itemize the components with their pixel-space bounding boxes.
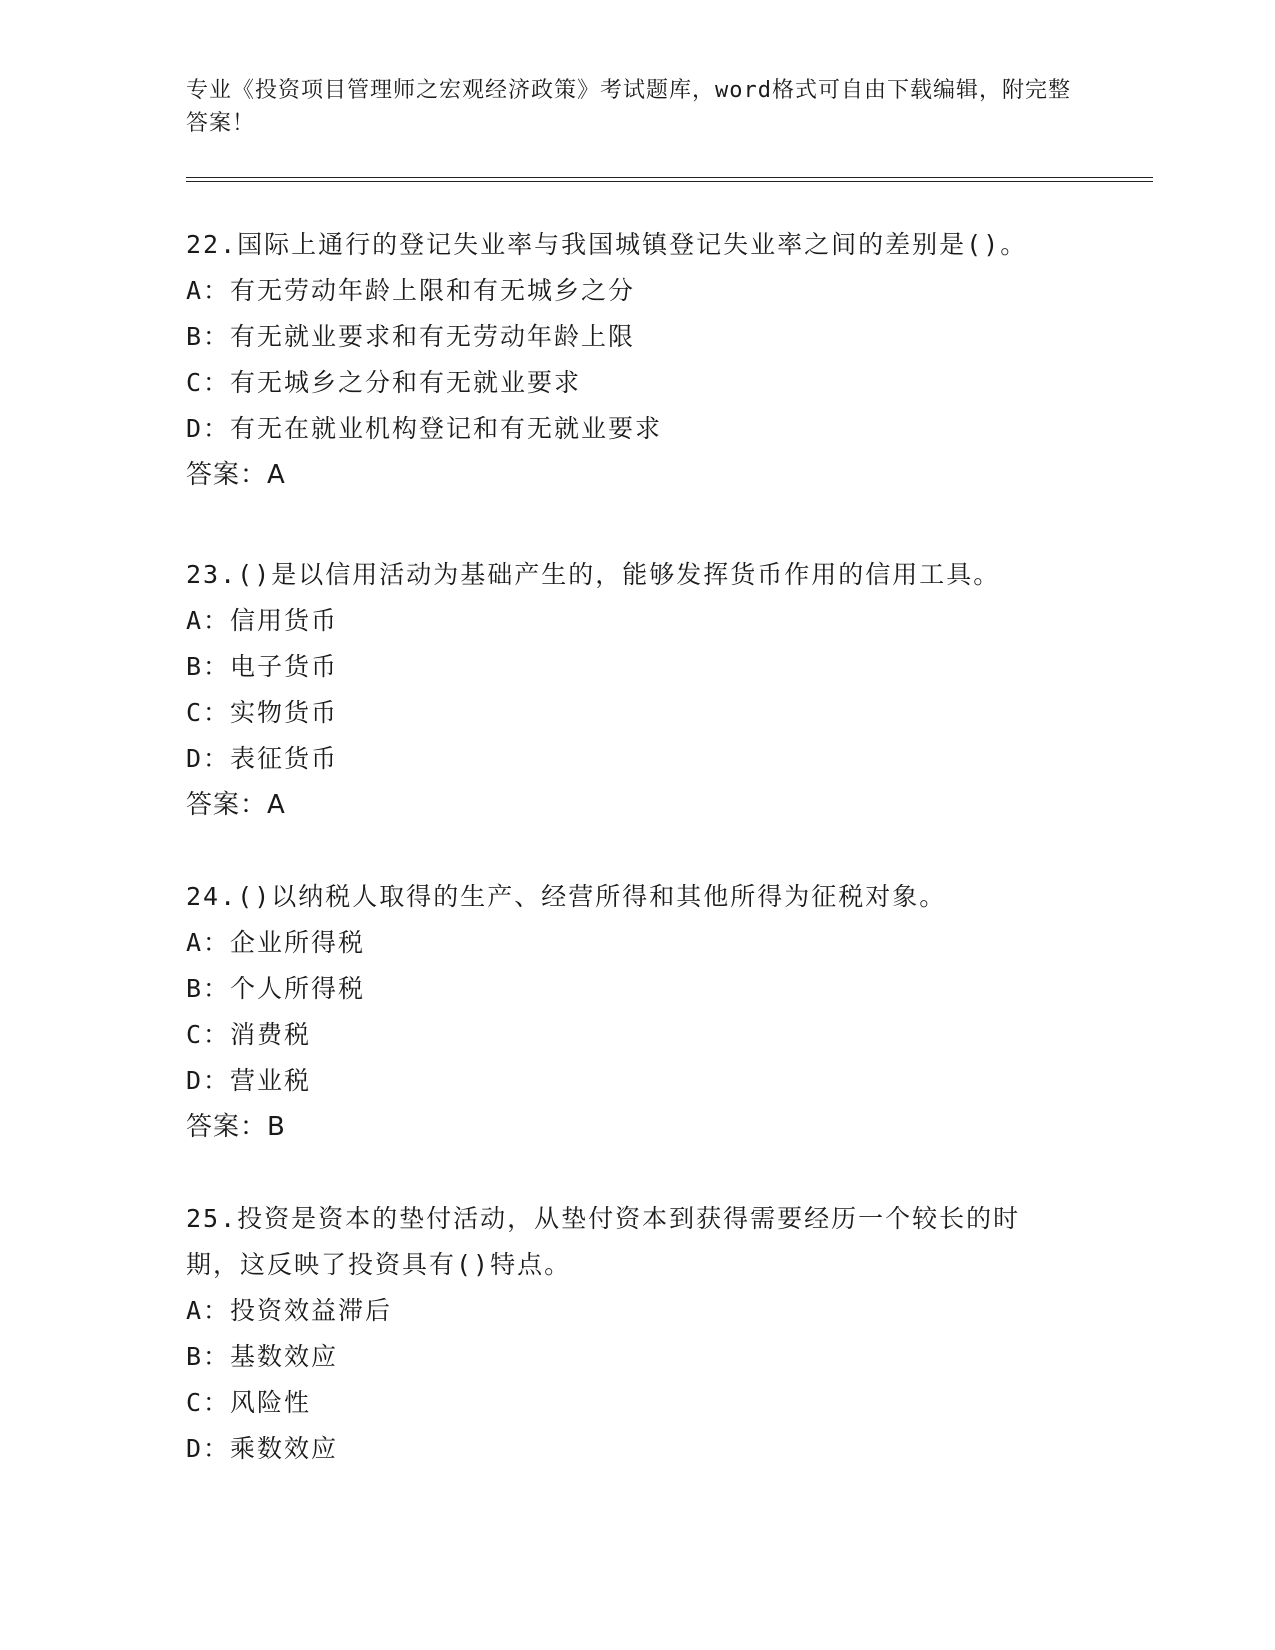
option-d: D：乘数效应 [186, 1434, 339, 1463]
option-a: A：投资效益滞后 [186, 1296, 393, 1325]
question-25 [186, 1196, 1066, 1472]
answer: 答案：A [186, 460, 286, 490]
option-c: C：有无城乡之分和有无就业要求 [186, 368, 582, 397]
option-c: C：实物货币 [186, 698, 339, 727]
question-stem: 23.()是以信用活动为基础产生的，能够发挥货币作用的信用工具。 [186, 560, 1001, 589]
option-d: D：营业税 [186, 1066, 312, 1095]
header-divider [186, 177, 1153, 182]
option-c: C：风险性 [186, 1388, 312, 1417]
question-23 [186, 552, 1086, 828]
question-22 [186, 222, 1086, 498]
answer: 答案：A [186, 790, 286, 820]
document-intro: 专业《投资项目管理师之宏观经济政策》考试题库，word格式可自由下载编辑，附完整答案！ [186, 78, 1071, 136]
question-stem: 22.国际上通行的登记失业率与我国城镇登记失业率之间的差别是()。 [186, 230, 1028, 259]
option-a: A：有无劳动年龄上限和有无城乡之分 [186, 276, 636, 305]
question-stem: 25.投资是资本的垫付活动，从垫付资本到获得需要经历一个较长的时期，这反映了投资具有()特点。 [186, 1204, 1021, 1279]
option-b: B：个人所得税 [186, 974, 366, 1003]
option-b: B：电子货币 [186, 652, 339, 681]
option-b: B：基数效应 [186, 1342, 339, 1371]
answer: 答案：B [186, 1112, 286, 1142]
option-c: C：消费税 [186, 1020, 312, 1049]
option-d: D：有无在就业机构登记和有无就业要求 [186, 414, 663, 443]
option-d: D：表征货币 [186, 744, 339, 773]
option-a: A：信用货币 [186, 606, 339, 635]
option-b: B：有无就业要求和有无劳动年龄上限 [186, 322, 636, 351]
question-24 [186, 874, 1086, 1150]
option-a: A：企业所得税 [186, 928, 366, 957]
question-stem: 24.()以纳税人取得的生产、经营所得和其他所得为征税对象。 [186, 882, 947, 911]
